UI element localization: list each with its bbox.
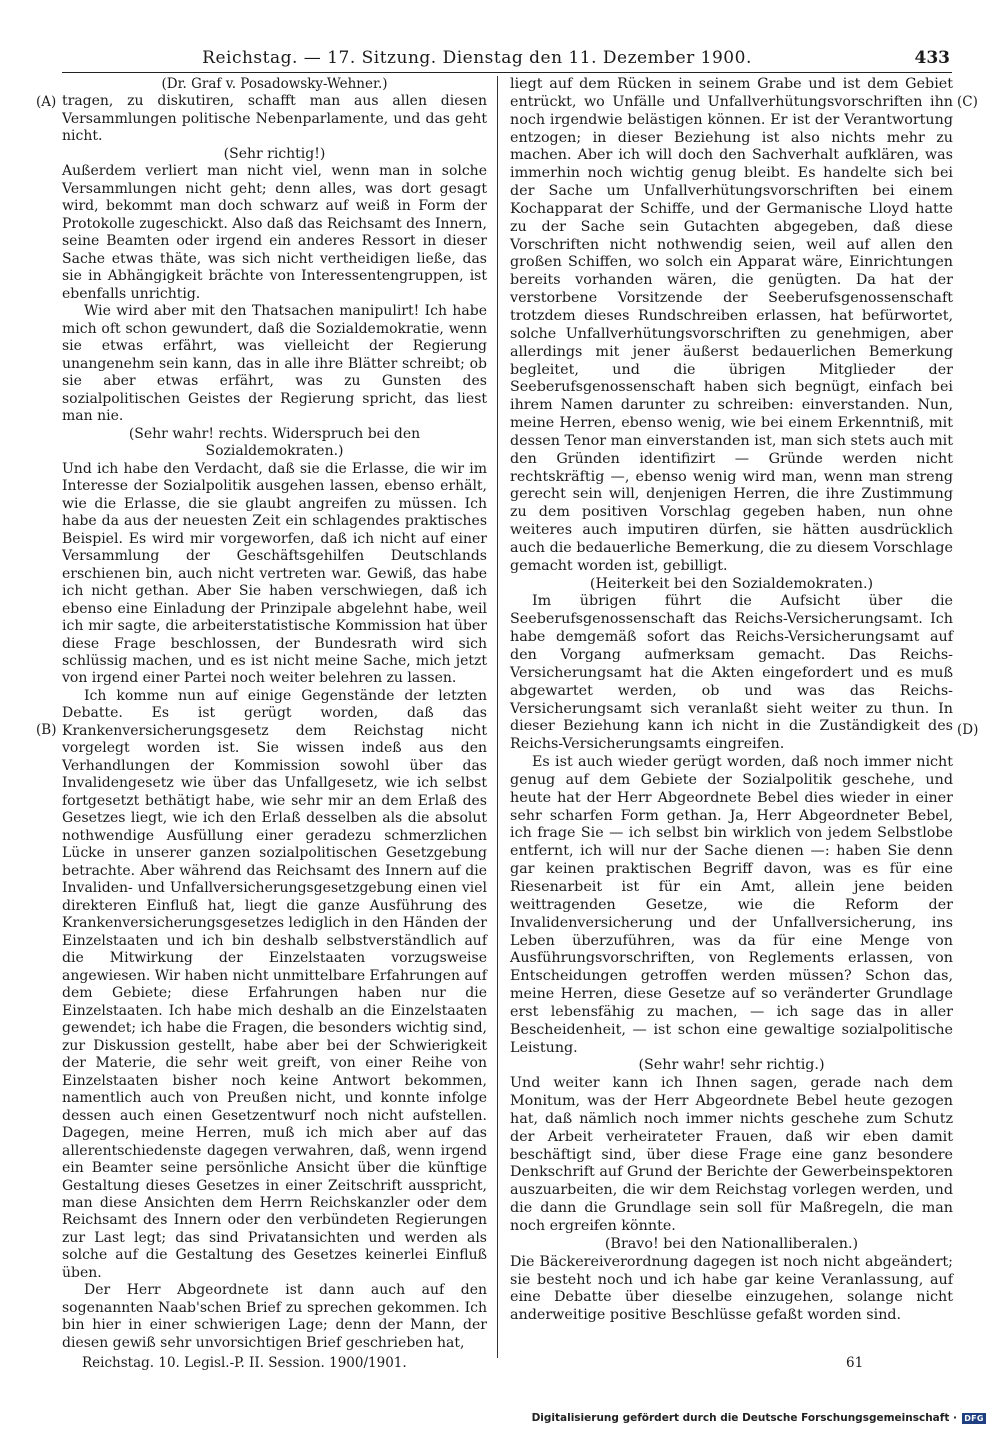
left-column (62, 76, 487, 1356)
column-divider (497, 76, 498, 1358)
footer-sheet-number: 61 (846, 1355, 864, 1371)
credit-text: Digitalisierung gefördert durch die Deutsche Forschungsgemeinschaft · (531, 1412, 957, 1424)
margin-marker-d: (D) (957, 722, 979, 738)
interjection: (Sehr richtig!) (223, 145, 326, 162)
dfg-logo-icon: DFG (962, 1413, 986, 1424)
paragraph: Außerdem verliert man nicht viel, wenn man in solche Versammlungen nicht geht; denn alles, was dort gesagt wird, bekommt man doch schwarz auf weiß in Form der Protokolle zugeschickt. Also daß das Reichsamt des Innern, seine Beamten oder irgend ein anderes Ressort in dieser Sache etwas thäte, was sich nicht vertheidigen ließe, das sie in Abhängigkeit brächte von Interessentengruppen, ist ebenfalls unrichtig. (62, 163, 487, 302)
margin-marker-b: (B) (36, 722, 57, 738)
paragraph: Im übrigen führt die Aufsicht über die Seeberufsgenossenschaft das Reichs-Versicherungsamt. Ich habe demgemäß sofort das Reichs-Versicherungsamt auf den Vorgang aufmerksam gemacht. Das Reichs-Versicherungsamt hat die Akten eingefordert und es muß abgewartet werden, ob und was das Reichs-Versicherungsamt sich veranlaßt sieht weiter zu thun. In dieser Beziehung kann ich nicht in die Zuständigkeit des Reichs-Versicherungsamts eingreifen. (510, 593, 953, 753)
interjection: (Bravo! bei den Nationalliberalen.) (604, 1235, 859, 1252)
paragraph: Die Bäckereiverordnung dagegen ist noch nicht abgeändert; sie besteht noch und ich habe gar keine Veranlassung, auf eine Debatte über dieselbe einzugehen, solange nicht anderweitige positive Beschlüsse gefaßt worden sind. (510, 1253, 953, 1324)
interjection: (Sehr wahr! rechts. Widerspruch bei den Sozialdemokraten.) (128, 425, 421, 460)
margin-marker-c: (C) (957, 94, 978, 110)
paragraph: Und weiter kann ich Ihnen sagen, gerade nach dem Monitum, was der Herr Abgeordnete Bebel heute gezogen hat, daß nämlich noch immer nichts geschehe zum Schutz der Arbeit verheirateter Frauen, daß wir eben damit beschäftigt sind, über diese Frage eine ganz besondere Denkschrift auf Grund der Berichte der Gewerbeinspektoren auszuarbeiten, die wir dem Reichstag vorlegen werden, und die dann die Grundlage sein soll für Maßregeln, die man noch ergreifen könnte. (510, 1075, 953, 1234)
paragraph: Und ich habe den Verdacht, daß sie die Erlasse, die wir im Interesse der Sozialpolitik ausgehen lassen, ebenso erhält, wie die Erlasse, die sie glaubt angreifen zu müssen. Ich habe da aus der neuesten Zeit ein schlagendes praktisches Beispiel. Es wird mir vorgeworfen, daß ich nicht auf einer Versammlung der Geschäftsgehilfen Deutschlands erschienen bin, auch nicht vertreten war. Gewiß, das habe ich nicht gethan. Aber Sie haben verschwiegen, daß ich ebenso eine Einladung der Prinzipale abgelehnt habe, weil ich mir sagte, die arbeiterstatistische Kommission hat über diese Frage beschlossen, der Bundesrath wird sich schlüssig machen, und es ist nicht meine Sache, mich jetzt von irgend einer Partei noch weiter belehren zu lassen. (62, 460, 487, 687)
digitization-credit (532, 1412, 986, 1424)
paragraph: tragen, zu diskutiren, schafft man aus allen diesen Versammlungen politische Nebenparlamente, und das geht nicht. (62, 93, 487, 145)
paragraph: Es ist auch wieder gerügt worden, daß noch immer nicht genug auf dem Gebiete der Sozialpolitik geschehe, und heute hat der Herr Abgeordnete Bebel dies wieder in einer sehr scharfen Form gethan. Ja, Herr Abgeordneter Bebel, ich frage Sie — ich selbst bin wirklich von jedem Selbstlobe entfernt, ich will nur der Sache dienen —: haben Sie denn gar keinen praktischen Begriff davon, was es für eine Riesenarbeit ist für ein Amt, allein jene beiden weittragenden Gesetze, wie die Reform der Invalidenversicherung und der Unfallversicherung, ins Leben überzuführen, was da für eine Menge von Ausführungsvorschriften, von Reglements erlassen, von Entscheidungen getroffen werden müssen? Schon das, meine Herren, diese Gesetze auf so veränderter Grundlage erst lebensfähig zu machen, — ich sage das in aller Bescheidenheit, — ist schon eine gewaltige sozialpolitische Leistung. (510, 754, 953, 1056)
page-header (62, 48, 952, 73)
speaker-attribution: (Dr. Graf v. Posadowsky-Wehner.) (161, 76, 388, 92)
paragraph: Der Herr Abgeordnete ist dann auch auf den sogenannten Naab'schen Brief zu sprechen gekommen. Ich bin hier in einer schwierigen Lage; denn der Mann, der diesen gewiß sehr unvorsichtigen Brief geschrieben hat, (62, 1282, 487, 1351)
footer-session-line: Reichstag. 10. Legisl.-P. II. Session. 1900/1901. (82, 1355, 407, 1371)
paragraph: Wie wird aber mit den Thatsachen manipulirt! Ich habe mich oft schon gewundert, daß die Sozialdemokratie, wenn sie etwas erfährt, was vielleicht der Regierung unangenehm sein kann, das in alle ihre Blätter schreibt; ob sie aber etwas erfährt, was zu Gunsten des sozialpolitischen Geistes der Regierung spricht, das liest man nie. (62, 303, 487, 425)
page-number: 433 (914, 48, 950, 68)
running-title: Reichstag. — 17. Sitzung. Dienstag den 11. Dezember 1900. (202, 48, 752, 68)
paragraph: Ich komme nun auf einige Gegenstände der letzten Debatte. Es ist gerügt worden, daß das Krankenversicherungsgesetz dem Reichstag nicht vorgelegt worden ist. Sie wissen indeß aus den Verhandlungen der Kommission sowohl über das Invalidengesetz wie über das Unfallgesetz, wie ich selbst fortgesetzt bethätigt habe, wie sehr mir an dem Erlaß des Gesetzes liegt, wie ich den Erlaß desselben als die absolut nothwendige Ausfüllung einer geradezu schmerzlichen Lücke in unserer ganzen sozialpolitischen Gesetzgebung betrachte. Aber während das Reichsamt des Innern auf die Invaliden- und Unfallversicherungsgesetzgebung einen viel direkteren Einfluß hat, liegt die ganze Ausführung des Krankenversicherungsgesetzes lediglich in den Händen der Einzelstaaten und ich bin deshalb selbstverständlich auf die Mitwirkung der Einzelstaaten vorzugsweise angewiesen. Wir haben nicht unmittelbare Erfahrungen auf dem Gebiete; diese Erfahrungen haben nur die Einzelstaaten. Ich habe mich deshalb an die Einzelstaaten gewendet; ich habe die Fragen, die besonders wichtig sind, zur Diskussion gestellt, habe aber bei der Schwierigkeit der Materie, die sehr weit greift, von einer Reihe von Einzelstaaten bisher noch keine Antwort bekommen, namentlich auch von Preußen nicht, und konnte infolge dessen auch einen Gesetzentwurf noch nicht aufstellen. Dagegen, meine Herren, muß ich mich aber auf das allerentschiedenste dagegen verwahren, daß, wenn irgend ein Beamter seine persönliche Ansicht über die künftige Gestaltung dieses Gesetzes in einer Zeitschrift ausspricht, man diese Ansichten dem Herrn Reichskanzler oder dem Reichsamt des Innern oder den verbündeten Regierungen zur Last legt; das sind Privatansichten und werden als solche auf die Gestaltung des Gesetzes keinerlei Einfluß üben. (62, 687, 487, 1281)
interjection: (Sehr wahr! sehr richtig.) (638, 1057, 825, 1074)
interjection: (Heiterkeit bei den Sozialdemokraten.) (589, 575, 874, 592)
margin-marker-a: (A) (36, 94, 57, 110)
paragraph: liegt auf dem Rücken in seinem Grabe und ist dem Gebiet entrückt, wo Unfälle und Unfallverhütungsvorschriften ihn noch irgendwie belästigen können. Er ist der Verantwortung entzogen; in dieser Beziehung ist also nichts mehr zu machen. Aber ich will doch den Sachverhalt aufklären, was immerhin noch wichtig genug bleibt. Es handelte sich bei der Sache um Unfallverhütungsvorschriften bei einem Kochapparat der Schiffe, und der Germanische Lloyd hatte zu der Sache sein Gutachten abgegeben, daß diese Vorschriften nicht nothwendig seien, weil auf allen den großen Schiffen, wo solch ein Apparat wäre, Einrichtungen bereits vorhanden wären, die genügten. Da hat der verstorbene Vorsitzende der Seeberufsgenossenschaft trotzdem dieses Rundschreiben erlassen, hat befürwortet, solche Unfallverhütungsvorschriften zu genehmigen, aber allerdings mit jener äußerst bedauerlichen Bemerkung begleitet, und die übrigen Mitglieder der Seeberufsgenossenschaft haben sich begnügt, einfach bei ihrem Namen darunter zu schreiben: einverstanden. Nun, meine Herren, ebenso wenig, wie bei einem Erkenntniß, mit dessen Tenor man einverstanden ist, man sich stets auch mit den Gründen identifizirt — Gründe werden nicht rechtskräftig —, ebenso wenig wird man, wenn man streng gerecht sein will, denjenigen Herren, die ihre Zustimmung zu dem positiven Vorschlag gegeben haben, nun ohne weiteres auch imputiren dürfen, sie hätten ausdrücklich auch die bedauerliche Bemerkung, die zu diesem Vorschlage gemacht worden ist, gebilligt. (510, 76, 953, 574)
right-column (510, 76, 953, 1356)
